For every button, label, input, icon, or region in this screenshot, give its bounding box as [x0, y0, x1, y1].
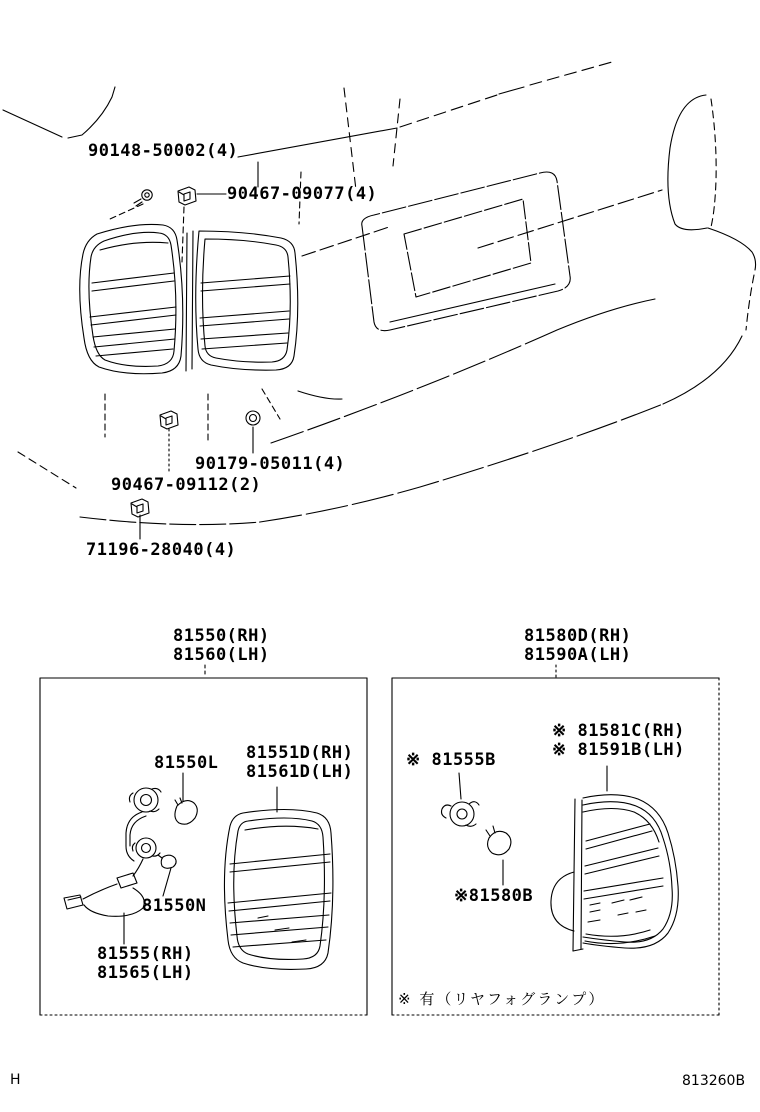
left-detail-box-frame [40, 665, 367, 1015]
part-callout-71196-28040[interactable]: 71196-28040(4) [86, 540, 237, 560]
part-callout-81581C[interactable] [552, 722, 685, 760]
car-body-outline [3, 62, 756, 525]
rear-fog-lamp-note: ※ 有（リヤフォグランプ） [398, 990, 606, 1008]
assembly-callout-81550-rh: 81550(RH) [173, 626, 270, 646]
part-callout-81580B[interactable]: ※81580B [454, 886, 534, 906]
tail-lamp-gate-side-drawing [186, 231, 298, 371]
part-callout-81550L[interactable]: 81550L [154, 753, 219, 773]
part-callout-90179-05011[interactable]: 90179-05011(4) [195, 454, 346, 474]
assembly-callout-81550[interactable] [173, 627, 270, 665]
part-callout-81581c-rh: ※ 81581C(RH) [552, 721, 685, 741]
clip-icon [131, 499, 149, 517]
part-callout-81591b-lh: ※ 81591B(LH) [552, 740, 685, 760]
part-callout-81555B[interactable]: ※ 81555B [406, 750, 496, 770]
part-callout-81561d-lh: 81561D(LH) [246, 762, 354, 782]
part-callout-81551d-rh: 81551D(RH) [246, 743, 354, 763]
footer-page-code: H [10, 1072, 21, 1088]
part-callout-81555[interactable] [97, 945, 194, 983]
part-callout-81555-rh: 81555(RH) [97, 944, 194, 964]
clip-icon [160, 411, 178, 429]
assembly-callout-81590a-lh: 81590A(LH) [524, 645, 632, 665]
assembly-callout-81580d-rh: 81580D(RH) [524, 626, 632, 646]
bulb-socket-harness-drawing [64, 773, 277, 944]
part-callout-90467-09077[interactable]: 90467-09077(4) [227, 184, 378, 204]
fog-lamp-lens-drawing [551, 795, 678, 951]
assembly-callout-81560-lh: 81560(LH) [173, 645, 270, 665]
part-callout-90467-09112[interactable]: 90467-09112(2) [111, 475, 262, 495]
tail-lamp-body-side-drawing [80, 224, 183, 373]
footer-figure-code: 813260B [682, 1073, 746, 1089]
part-callout-81565-lh: 81565(LH) [97, 963, 194, 983]
assembly-callout-81580D[interactable] [524, 627, 631, 665]
part-callout-81551D[interactable] [246, 744, 353, 782]
part-callout-81550N[interactable]: 81550N [142, 896, 207, 916]
clip-icon [178, 187, 196, 205]
tail-lamp-lens-drawing [224, 810, 332, 970]
part-callout-90148-50002[interactable]: 90148-50002(4) [88, 141, 239, 161]
nut-icon [246, 411, 260, 425]
